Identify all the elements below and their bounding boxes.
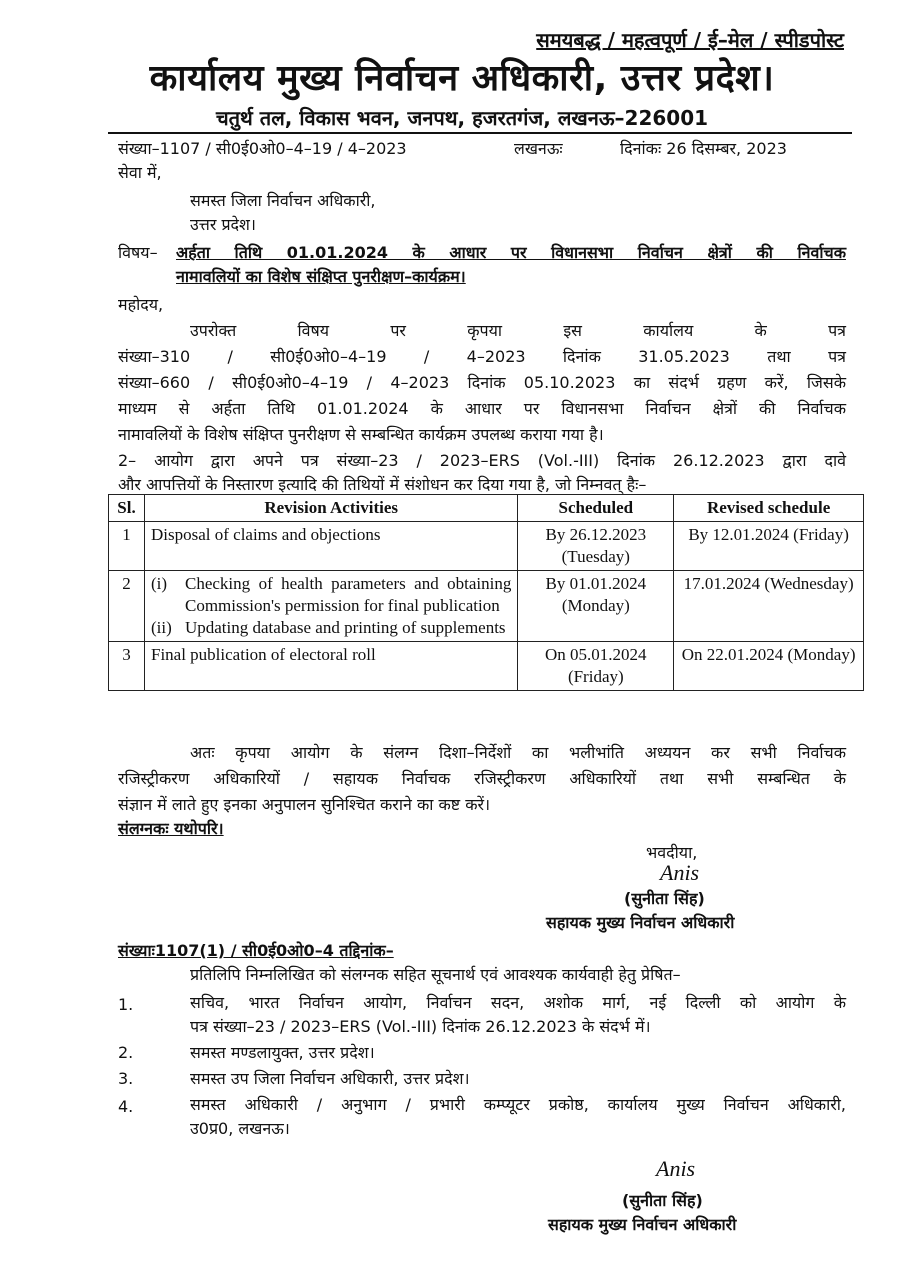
office-title: कार्यालय मुख्य निर्वाचन अधिकारी, उत्तर प्रदेश। xyxy=(149,58,775,99)
header-divider xyxy=(108,132,852,134)
signature-2: Anis xyxy=(656,1156,696,1181)
sub-activity xyxy=(151,573,511,617)
addressee-line-1: समस्त जिला निर्वाचन अधिकारी, xyxy=(190,191,376,210)
row-scheduled: By 01.01.2024 (Monday) xyxy=(518,571,674,642)
sub-activity-number: (ii) xyxy=(150,618,172,637)
office-address: चतुर्थ तल, विकास भवन, जनपथ, हजरतगंज, लखनऊ–226001 xyxy=(215,106,709,130)
row-activity xyxy=(144,571,517,642)
copy-item-2: समस्त मण्डलायुक्त, उत्तर प्रदेश। xyxy=(190,1043,375,1062)
header-scheduled: Scheduled xyxy=(518,495,674,522)
subject-line-2: नामावलियों का विशेष संक्षिप्त पुनरीक्षण–कार्यक्रम। xyxy=(176,267,466,286)
row-activity: Final publication of electoral roll xyxy=(144,642,517,691)
row-activity: Disposal of claims and objections xyxy=(144,522,517,571)
row-revised: By 12.01.2024 (Friday) xyxy=(674,522,864,571)
signatory-designation-1: सहायक मुख्य निर्वाचन अधिकारी xyxy=(546,913,735,932)
sub-activity xyxy=(151,617,511,639)
copy-item-4-line-2: उ0प्र0, लखनऊ। xyxy=(190,1119,290,1138)
copy-item-1-line-2: पत्र संख्या–23 / 2023–ERS (Vol.-III) दिनांक 26.12.2023 के संदर्भ में। xyxy=(190,1017,651,1036)
signatory-name-1: (सुनीता सिंह) xyxy=(624,889,705,908)
para3-line-3: संज्ञान में लाते हुए इनका अनुपालन सुनिश्चित कराने का कष्ट करें। xyxy=(118,795,491,814)
subject-line-1: अर्हता तिथि 01.01.2024 के आधार पर विधानसभा निर्वाचन क्षेत्रों की निर्वाचक xyxy=(176,243,846,262)
copy-item-number: 1. xyxy=(118,995,134,1014)
addressee-line-2: उत्तर प्रदेश। xyxy=(190,215,256,234)
para3-line-2: रजिस्ट्रीकरण अधिकारियों / सहायक निर्वाचक रजिस्ट्रीकरण अधिकारियों तथा सभी सम्बन्धित के xyxy=(118,769,846,788)
subject-label: विषय– xyxy=(118,243,158,262)
copy-item-3: समस्त उप जिला निर्वाचन अधिकारी, उत्तर प्रदेश। xyxy=(190,1069,470,1088)
signatory-name-2: (सुनीता सिंह) xyxy=(622,1191,703,1210)
para1-line-2: संख्या–310 / सी0ई0ओ0–4–19 / 4–2023 दिनांक 31.05.2023 तथा पत्र xyxy=(118,347,846,366)
sub-activity-text: Updating database and printing of supplements xyxy=(184,618,506,637)
salutation: महोदय, xyxy=(118,295,164,314)
reference-number: संख्या–1107 / सी0ई0ओ0–4–19 / 4–2023 xyxy=(118,139,407,158)
copy-intro: प्रतिलिपि निम्नलिखित को संलग्नक सहित सूचनार्थ एवं आवश्यक कार्यवाही हेतु प्रेषित– xyxy=(190,965,681,984)
revision-schedule-table xyxy=(108,494,864,691)
enclosure-note: संलग्नकः यथोपरि। xyxy=(118,819,224,838)
copy-item-1-line-1: सचिव, भारत निर्वाचन आयोग, निर्वाचन सदन, अशोक मार्ग, नई दिल्ली को आयोग के xyxy=(190,993,846,1012)
para1-line-3: संख्या–660 / सी0ई0ओ0–4–19 / 4–2023 दिनांक 05.10.2023 का संदर्भ ग्रहण करें, जिसके xyxy=(118,373,846,392)
letter-date: दिनांकः 26 दिसम्बर, 2023 xyxy=(620,139,787,158)
para2-line-1: 2– आयोग द्वारा अपने पत्र संख्या–23 / 2023–ERS (Vol.-III) दिनांक 26.12.2023 द्वारा दावे xyxy=(118,451,846,470)
row-revised: 17.01.2024 (Wednesday) xyxy=(674,571,864,642)
row-revised: On 22.01.2024 (Monday) xyxy=(674,642,864,691)
table-header-row xyxy=(109,495,864,522)
para1-line-5: नामावलियों के विशेष संक्षिप्त पुनरीक्षण से सम्बन्धित कार्यक्रम उपलब्ध कराया गया है। xyxy=(118,425,604,444)
row-sl: 1 xyxy=(109,522,145,571)
sub-activity-text: Checking of health parameters and obtaining Commission's permission for final publication xyxy=(184,574,512,615)
table-row xyxy=(109,642,864,691)
row-sl: 3 xyxy=(109,642,145,691)
row-scheduled: By 26.12.2023 (Tuesday) xyxy=(518,522,674,571)
para1-line-4: माध्यम से अर्हता तिथि 01.01.2024 के आधार पर विधानसभा निर्वाचन क्षेत्रों की निर्वाचक xyxy=(118,399,846,418)
seva-mein: सेवा में, xyxy=(118,163,162,182)
header-activities: Revision Activities xyxy=(144,495,517,522)
signatory-designation-2: सहायक मुख्य निर्वाचन अधिकारी xyxy=(548,1215,737,1234)
copy-reference: संख्याः1107(1) / सी0ई0ओ0–4 तद्दिनांक– xyxy=(118,941,394,960)
table-row xyxy=(109,571,864,642)
para2-line-2: और आपत्तियों के निस्तारण इत्यादि की तिथियों में संशोधन कर दिया गया है, जो निम्नवत् हैः– xyxy=(118,475,647,494)
header-sl: Sl. xyxy=(109,495,145,522)
copy-item-number: 4. xyxy=(118,1097,134,1116)
table-row xyxy=(109,522,864,571)
copy-item-number: 2. xyxy=(118,1043,134,1062)
sub-activity-number: (i) xyxy=(150,574,168,593)
para3-line-1: अतः कृपया आयोग के संलग्न दिशा–निर्देशों का भलीभांति अध्ययन कर सभी निर्वाचक xyxy=(190,743,846,762)
row-sl: 2 xyxy=(109,571,145,642)
place: लखनऊः xyxy=(514,139,563,158)
copy-item-number: 3. xyxy=(118,1069,134,1088)
priority-marks: समयबद्ध / महत्वपूर्ण / ई–मेल / स्पीडपोस्ट xyxy=(536,28,844,52)
header-revised: Revised schedule xyxy=(674,495,864,522)
copy-item-4-line-1: समस्त अधिकारी / अनुभाग / प्रभारी कम्प्यूटर प्रकोष्ठ, कार्यालय मुख्य निर्वाचन अधिकारी, xyxy=(190,1095,846,1114)
para1-line-1: उपरोक्त विषय पर कृपया इस कार्यालय के पत्र xyxy=(190,321,846,340)
signature-1: Anis xyxy=(660,860,700,885)
row-scheduled: On 05.01.2024 (Friday) xyxy=(518,642,674,691)
yours-faithfully: भवदीया, xyxy=(646,843,698,862)
